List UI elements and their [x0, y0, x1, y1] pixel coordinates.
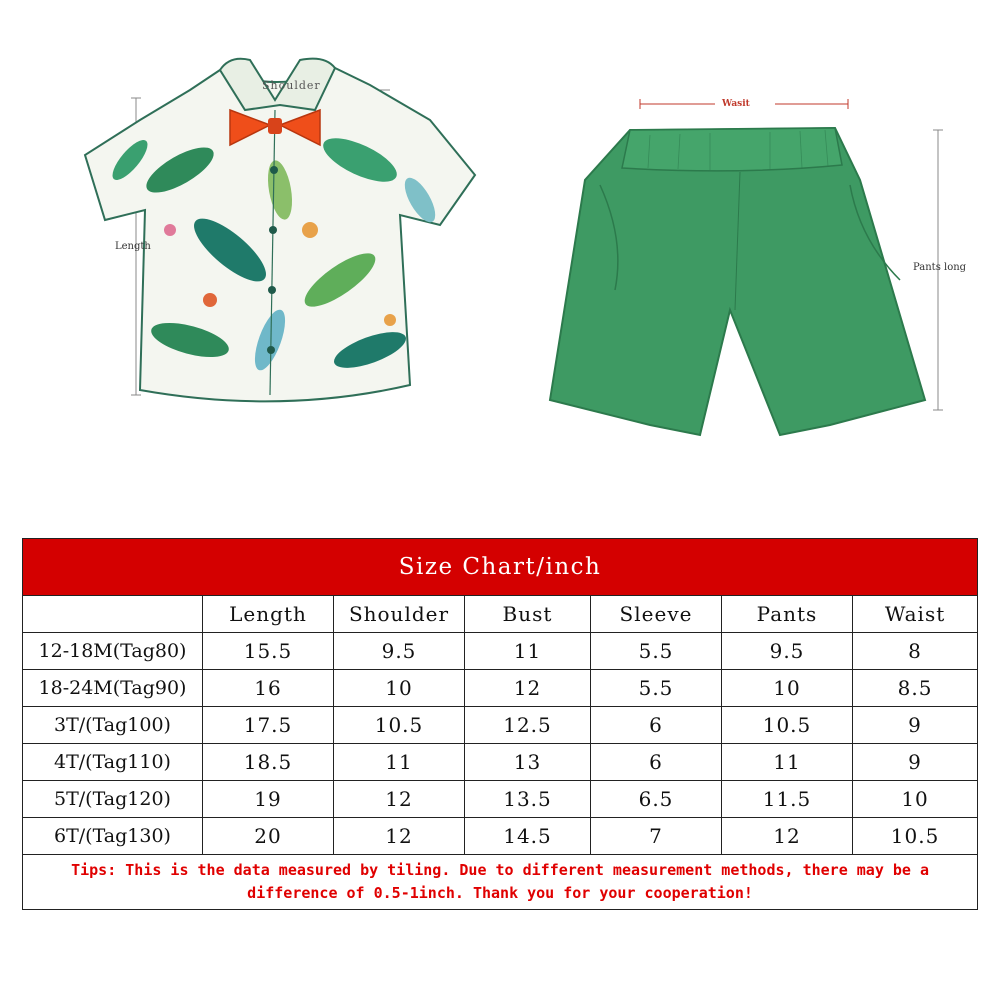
table-cell-length: 18.5 [203, 744, 334, 781]
table-cell-bust: 12.5 [465, 707, 591, 744]
tips-note: Tips: This is the data measured by tiling. Due to different measurement methods, there may be a difference of 0.5-1inch. Thank you for your cooperation! [23, 855, 978, 910]
table-cell-pants: 11 [722, 744, 853, 781]
table-cell-sleeve: 7 [591, 818, 722, 855]
table-cell-length: 19 [203, 781, 334, 818]
table-cell-bust: 13 [465, 744, 591, 781]
shirt-illustration [70, 50, 490, 420]
table-cell-sleeve: 5.5 [591, 670, 722, 707]
size-cell: 12-18M(Tag80) [23, 633, 203, 670]
table-cell-waist: 8.5 [853, 670, 978, 707]
table-row [23, 707, 978, 744]
table-cell-sleeve: 6.5 [591, 781, 722, 818]
size-cell: 5T/(Tag120) [23, 781, 203, 818]
table-cell-bust: 14.5 [465, 818, 591, 855]
table-cell-sleeve: 6 [591, 744, 722, 781]
table-row [23, 781, 978, 818]
table-cell-shoulder: 12 [334, 818, 465, 855]
header-length: Length [203, 596, 334, 633]
table-cell-sleeve: 5.5 [591, 633, 722, 670]
shorts-body [550, 128, 925, 435]
waist-label: Wasit [722, 99, 750, 109]
table-cell-shoulder: 9.5 [334, 633, 465, 670]
pants-long-label: Pants long [913, 262, 967, 273]
shirt-body [85, 68, 475, 401]
size-cell: 3T/(Tag100) [23, 707, 203, 744]
table-cell-length: 20 [203, 818, 334, 855]
header-size-column [23, 596, 203, 633]
size-cell: 18-24M(Tag90) [23, 670, 203, 707]
table-cell-length: 17.5 [203, 707, 334, 744]
table-cell-length: 16 [203, 670, 334, 707]
table-cell-bust: 13.5 [465, 781, 591, 818]
table-cell-bust: 11 [465, 633, 591, 670]
table-cell-length: 15.5 [203, 633, 334, 670]
table-cell-pants: 9.5 [722, 633, 853, 670]
table-cell-waist: 10.5 [853, 818, 978, 855]
table-row [23, 818, 978, 855]
size-table [22, 538, 978, 910]
table-cell-bust: 12 [465, 670, 591, 707]
table-cell-waist: 9 [853, 707, 978, 744]
table-cell-shoulder: 11 [334, 744, 465, 781]
table-cell-shoulder: 10.5 [334, 707, 465, 744]
table-row [23, 744, 978, 781]
table-header-row [23, 596, 978, 633]
size-cell: 6T/(Tag130) [23, 818, 203, 855]
table-cell-pants: 10 [722, 670, 853, 707]
table-cell-waist: 9 [853, 744, 978, 781]
table-cell-pants: 11.5 [722, 781, 853, 818]
size-chart-title: Size Chart/inch [23, 539, 978, 596]
size-cell: 4T/(Tag110) [23, 744, 203, 781]
header-pants: Pants [722, 596, 853, 633]
table-cell-shoulder: 12 [334, 781, 465, 818]
header-shoulder: Shoulder [334, 596, 465, 633]
shorts-waistband [622, 128, 842, 171]
table-body [23, 633, 978, 855]
table-row [23, 670, 978, 707]
table-row [23, 633, 978, 670]
table-cell-pants: 12 [722, 818, 853, 855]
size-chart [22, 538, 977, 910]
table-cell-waist: 10 [853, 781, 978, 818]
table-cell-pants: 10.5 [722, 707, 853, 744]
header-waist: Waist [853, 596, 978, 633]
table-cell-waist: 8 [853, 633, 978, 670]
length-label: Length [115, 241, 151, 252]
table-cell-sleeve: 6 [591, 707, 722, 744]
header-sleeve: Sleeve [591, 596, 722, 633]
shoulder-label: Shoulder [262, 79, 321, 92]
header-bust: Bust [465, 596, 591, 633]
table-cell-shoulder: 10 [334, 670, 465, 707]
